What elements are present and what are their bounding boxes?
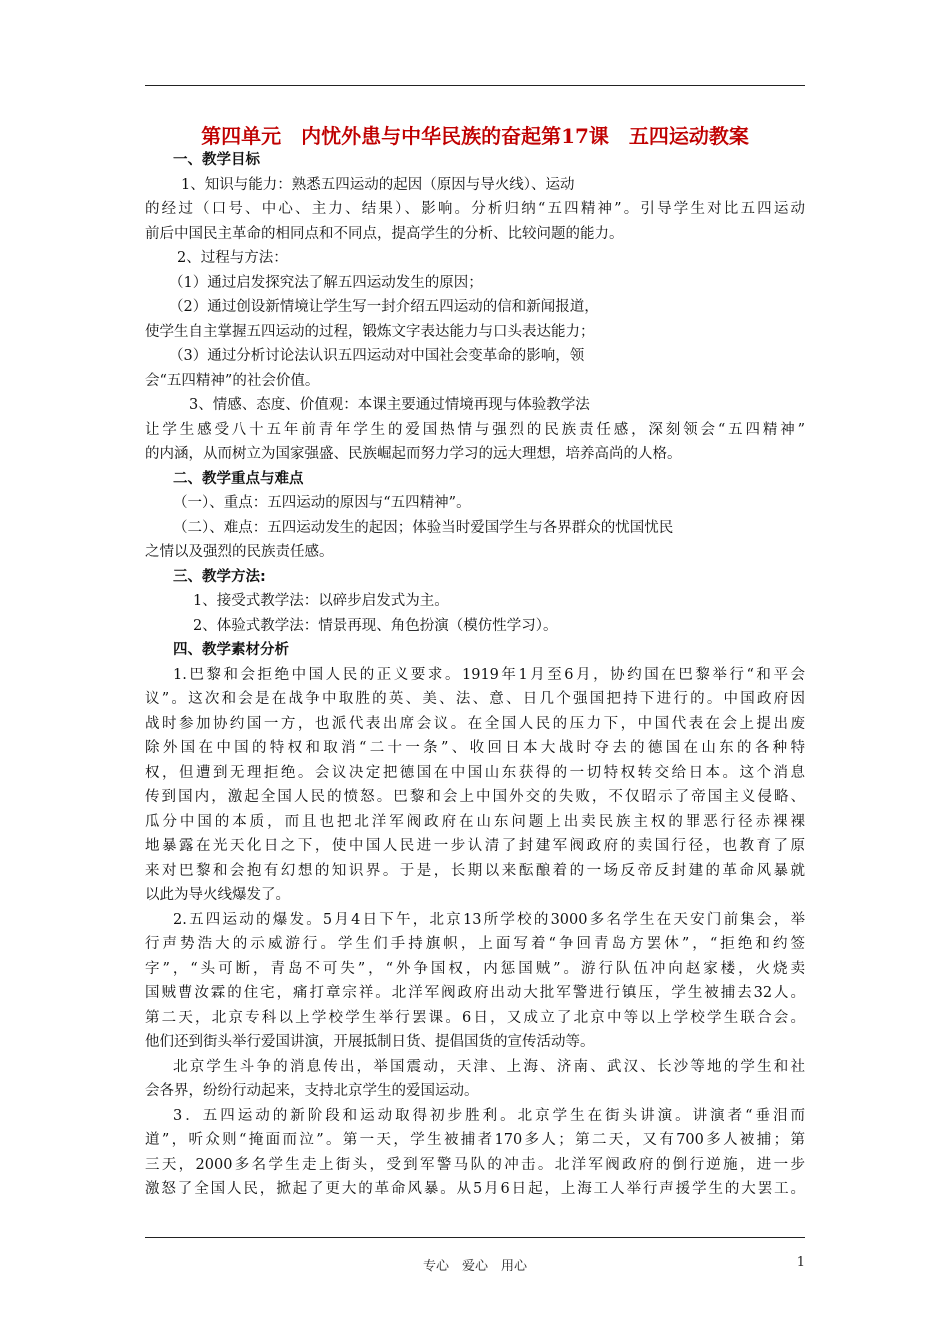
page-number: 1 [796, 1255, 805, 1270]
section-heading-objectives: 一、教学目标 [173, 152, 260, 168]
material-paragraph-2 [145, 908, 805, 1055]
paragraph-line: （3）通过分析讨论法认识五四运动对中国社会变革命的影响，领 [169, 348, 585, 364]
paragraph-line: （1）通过启发探究法了解五四运动发生的原因； [169, 274, 483, 291]
paragraph-line: （2）通过创设新情境让学生写一封介绍五四运动的信和新闻报道， [169, 299, 599, 315]
paragraph-line: 会“五四精神”的社会价值。 [145, 372, 320, 389]
header-rule [145, 85, 805, 86]
section-heading-key-points: 二、教学重点与难点 [173, 470, 304, 487]
material-paragraph-3 [145, 1055, 805, 1104]
paragraph-line: 1、知识与能力：熟悉五四运动的起因（原因与导火线）、运动 [181, 176, 575, 193]
paragraph-line: 北京学生斗争的消息传出，举国震动，天津、上海、济南、武汉、长沙等地的学生和社 [173, 1058, 805, 1075]
paragraph-line: 行声势浩大的示威游行。学生们手持旗帜，上面写着“争回青岛方罢休”，“拒绝和约签 [145, 936, 805, 952]
material-paragraph-1 [145, 663, 805, 908]
paragraph-line: 三天，2000多名学生走上街头，受到军警马队的冲击。北洋军阀政府的倒行逆施，进一步 [145, 1156, 805, 1173]
paragraph-line: 来对巴黎和会抱有幻想的知识界。于是，长期以来酝酿着的一场反帝反封建的革命风暴就 [145, 862, 805, 879]
paragraph-line: 3、情感、态度、价值观：本课主要通过情境再现与体验教学法 [189, 397, 590, 413]
paragraph-line: 他们还到街头举行爱国讲演，开展抵制日货、提倡国货的宣传活动等。 [145, 1034, 595, 1050]
paragraph-line: 瓜分中国的本质，而且也把北洋军阀政府在山东问题上出卖民族主权的罪恶行径赤裸裸 [145, 813, 805, 830]
paragraph-line: （二）、难点：五四运动发生的起因；体验当时爱国学生与各界群众的忧国忧民 [173, 519, 674, 536]
section-heading-methods: 三、教学方法: [173, 568, 266, 585]
paragraph-line: 前后中国民主革命的相同点和不同点，提高学生的分析、比较问题的能力。 [145, 225, 624, 242]
paragraph-line: 第二天，北京专科以上学校学生举行罢课。6日，又成立了北京中等以上学校学生联合会。 [145, 1009, 805, 1026]
paragraph-line: 以此为导火线爆发了。 [145, 887, 290, 903]
paragraph-line: 会各界，纷纷行动起来，支持北京学生的爱国运动。 [145, 1083, 479, 1099]
document-title: 第四单元 内忧外患与中华民族的奋起第17课 五四运动教案 [201, 124, 749, 148]
paragraph-line: 字”，“头可断，青岛不可失”，“外争国权，内惩国贼”。游行队伍冲向赵家楼，火烧卖 [145, 960, 805, 977]
paragraph-line: （一）、重点：五四运动的原因与“五四精神”。 [173, 495, 471, 511]
material-paragraph-4 [145, 1104, 805, 1202]
paragraph-line: 让学生感受八十五年前青年学生的爱国热情与强烈的民族责任感，深刻领会“五四精神” [145, 421, 805, 438]
paragraph-line: 3．五四运动的新阶段和运动取得初步胜利。北京学生在街头讲演。讲演者“垂泪而 [173, 1107, 805, 1124]
section-heading-materials: 四、教学素材分析 [173, 642, 289, 658]
paragraph-line: 除外国在中国的特权和取消“二十一条”、收回日本大战时夺去的德国在山东的各种特 [145, 740, 805, 756]
document-body [145, 148, 805, 1202]
paragraph-line: 使学生自主掌握五四运动的过程，锻炼文字表达能力与口头表达能力； [145, 323, 595, 340]
paragraph-line: 议”。这次和会是在战争中取胜的英、美、法、意、日几个强国把持下进行的。中国政府因 [145, 691, 805, 707]
paragraph-line: 2、过程与方法： [177, 250, 288, 266]
paragraph-line: 激怒了全国人民，掀起了更大的革命风暴。从5月6日起，上海工人举行声援学生的大罢工。 [145, 1181, 805, 1197]
paragraph-line: 2.五四运动的爆发。5月4日下午，北京13所学校的3000多名学生在天安门前集会，举 [173, 911, 805, 928]
paragraph-line: 权，但遭到无理拒绝。会议决定把德国在中国山东获得的一切特权转交给日本。这个消息 [145, 764, 805, 781]
paragraph-line: 之情以及强烈的民族责任感。 [145, 544, 334, 560]
paragraph-line: 传到国内，激起全国人民的愤怒。巴黎和会上中国外交的失败，不仅昭示了帝国主义侵略、 [145, 789, 805, 805]
paragraph-line: 1、接受式教学法：以碎步启发式为主。 [193, 593, 449, 609]
footer-rule [145, 1237, 805, 1238]
paragraph-line: 的内涵，从而树立为国家强盛、民族崛起而努力学习的远大理想，培养高尚的人格。 [145, 446, 682, 462]
paragraph-line: 的经过（口号、中心、主力、结果）、影响。分析归纳“五四精神”。引导学生对比五四运动 [145, 201, 805, 217]
paragraph-line: 国贼曹汝霖的住宅，痛打章宗祥。北洋军阀政府出动大批军警进行镇压，学生被捕去32人。 [145, 985, 805, 1001]
paragraph-line: 道”，听众则“掩面而泣”。第一天，学生被捕者170多人；第二天，又有700多人被捕；第 [145, 1132, 805, 1148]
paragraph-line: 地暴露在光天化日之下，使中国人民进一步认清了封建军阀政府的卖国行径，也教育了原 [145, 838, 805, 854]
footer-motto: 专心 爱心 用心 [422, 1259, 527, 1274]
paragraph-line: 战时参加协约国一方，也派代表出席会议。在全国人民的压力下，中国代表在会上提出废 [145, 715, 805, 732]
paragraph-line: 2、体验式教学法：情景再现、角色扮演（模仿性学习）。 [193, 617, 558, 634]
paragraph-line: 1.巴黎和会拒绝中国人民的正义要求。1919年1月至6月，协约国在巴黎举行“和平会 [173, 666, 805, 683]
